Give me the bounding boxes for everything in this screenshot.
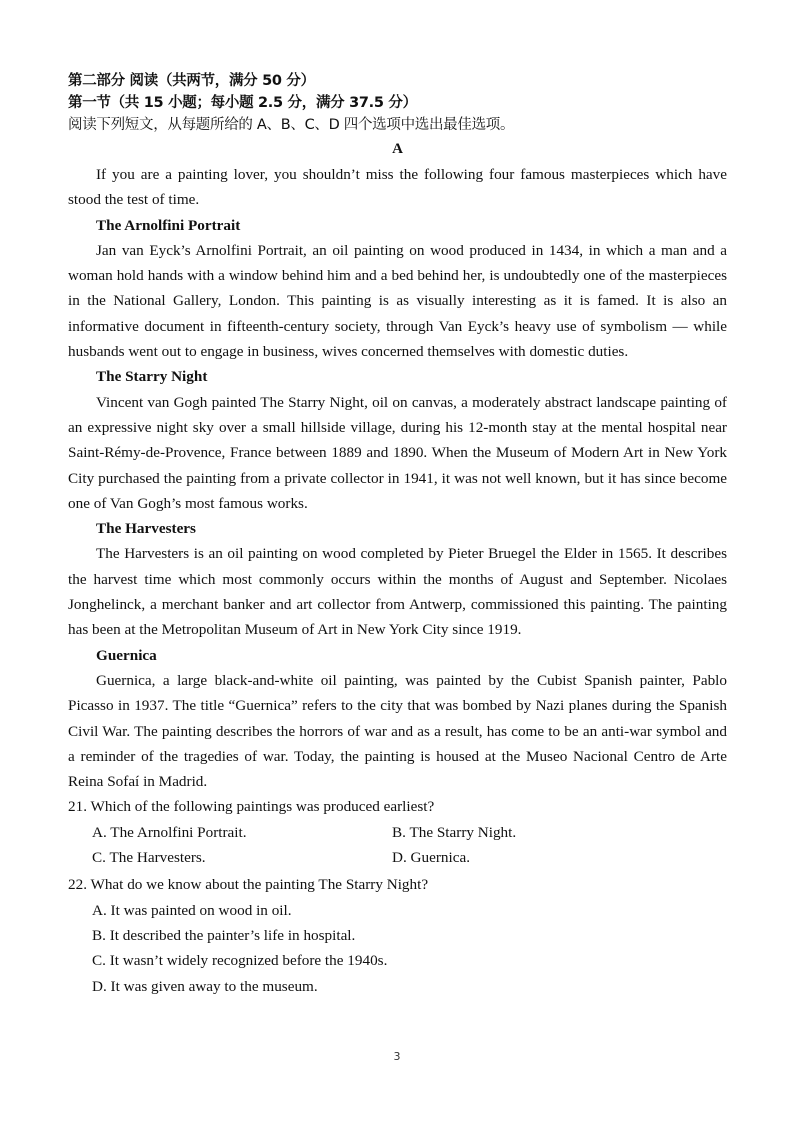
option-a: A. The Arnolfini Portrait. [92,823,247,841]
exam-page [68,70,727,999]
option-b: B. The Starry Night. [392,823,517,841]
option-c: C. The Harvesters. [92,849,206,867]
part-title: 第二部分 阅读（共两节，满分 50 分） [68,73,315,89]
question-stem: 21. Which of the following paintings was produced earliest? [68,798,435,816]
question-stem: 22. What do we know about the painting The Starry Night? [68,876,429,894]
section-body-guernica: Guernica, a large black-and-white oil painting, was painted by the Cubist Spanish painter, Pablo Picasso in 1937. The title “Guernica” refers to the city that was bombed by Nazi planes during the Spanish Civil War. The painting describes the horrors of war and as a result, has come to be an anti-war symbol and a reminder of the tragedies of war. Today, the painting is housed at the Museo Nacional Centro de Arte Reina Sofaí in Madrid. [68,671,727,791]
option-c: C. It wasn’t widely recognized before the 1940s. [92,952,388,970]
question-21 [68,794,727,870]
section-title-guernica: Guernica [96,646,157,664]
option-d: D. Guernica. [392,849,471,867]
section-body-arnolfini: Jan van Eyck’s Arnolfini Portrait, an oil painting on wood produced in 1434, in which a man and a woman hold hands with a window behind him and a bed behind her, is undoubtedly one of the masterpieces in the National Gallery, London. This painting is as visually interesting as it is famed. It is also an informative document in fifteenth-century society, through Van Eyck’s heavy use of symbolism — while husbands went out to engage in business, wives concerned themselves with domestic duties. [68,241,727,361]
option-a: A. It was painted on wood in oil. [92,901,292,919]
instruction: 阅读下列短文，从每题所给的 A、B、C、D 四个选项中选出最佳选项。 [68,117,515,133]
question-22 [68,872,727,998]
section-title: 第一节（共 15 小题；每小题 2.5 分，满分 37.5 分） [68,95,417,111]
option-b: B. It described the painter’s life in hospital. [92,926,356,944]
options-list [68,898,727,999]
section-title-starry-night: The Starry Night [96,368,208,386]
page-number: 3 [393,1050,401,1063]
passage-label: A [392,141,403,157]
section-body-starry-night: Vincent van Gogh painted The Starry Night, oil on canvas, a moderately abstract landscape painting of an expressive night sky over a small hillside village, during his 12-month stay at the mental hospital near Saint-Rémy-de-Provence, France between 1889 and 1890. When the Museum of Modern Art in New York City purchased the painting from a private collector in 1941, it was not well known, but it has since become one of Van Gogh’s most famous works. [68,393,727,512]
options-grid [68,820,727,871]
option-d: D. It was given away to the museum. [92,977,318,995]
section-body-harvesters: The Harvesters is an oil painting on wood completed by Pieter Bruegel the Elder in 1565. It describes the harvest time which most commonly occurs within the months of August and September. Nicolaes Jonghelinck, a merchant banker and art collector from Antwerp, commissioned this painting. The painting has been at the Metropolitan Museum of Art in New York City since 1919. [68,545,727,639]
section-title-harvesters: The Harvesters [96,520,196,538]
section-title-arnolfini: The Arnolfini Portrait [96,216,241,234]
passage-intro: If you are a painting lover, you shouldn’t miss the following four famous masterpieces which have stood the test of time. [68,166,727,209]
